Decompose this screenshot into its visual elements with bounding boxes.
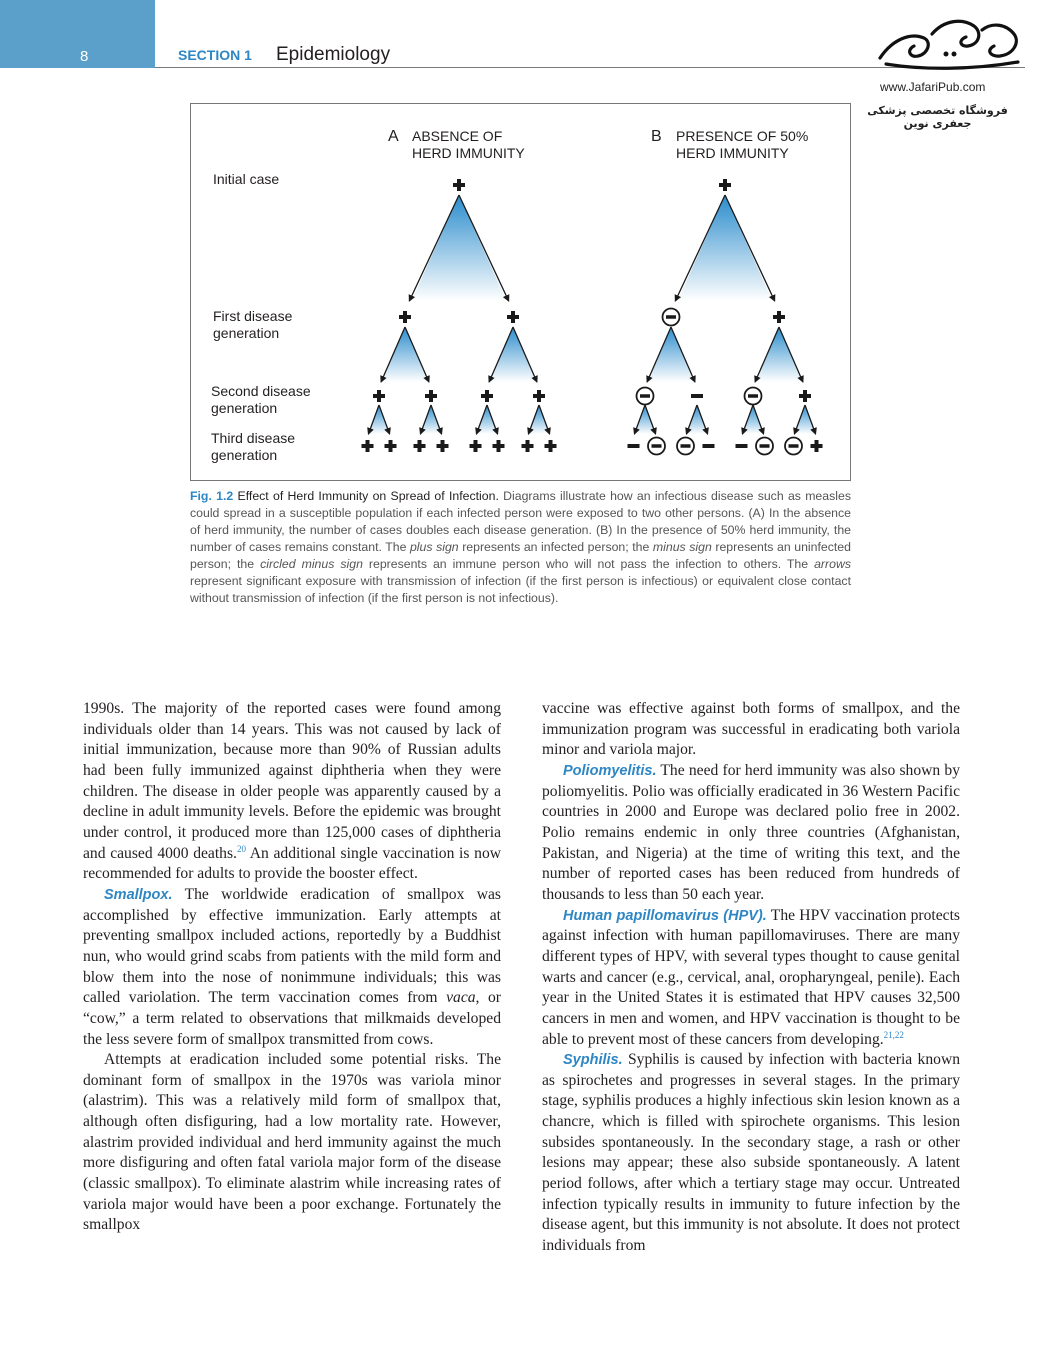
run-in-heading: Smallpox.: [104, 886, 173, 903]
plus-sign: [481, 390, 493, 402]
paragraph-text: The worldwide eradication of smallpox was accomplished by effective immunization. Early attempts at preventing smallpox included actions, reportedly by a Buddhist nun, who would grind scabs from patients with the mild form and blow them into the nose of nonimmune individuals; this was called variolation. The term vaccination comes from: [83, 885, 501, 1007]
plus-sign: [533, 390, 545, 402]
caption-text: Diagrams illustrate how an infectious disease such as measles could spread in a susceptible population if each infected person were exposed to two other persons. (A) In the absence of herd immunity, the number of cases doubles each disease generation. (B) In the presence of 50% herd immunity, the number of cases remains constant. The: [190, 489, 851, 554]
plus-sign: [719, 179, 731, 191]
paragraph-text: or “cow,” a term related to observations that milkmaids developed the less severe form of smallpox transmitted from cows.: [83, 989, 501, 1048]
plus-sign: [425, 390, 437, 402]
plus-sign: [507, 311, 519, 323]
paragraph: [542, 906, 960, 1051]
plus-sign: [470, 440, 482, 452]
logo-calligraphy: [880, 21, 1018, 68]
panel-b-letter: B: [651, 128, 662, 145]
figure-title: Effect of Herd Immunity on Spread of Infection.: [237, 489, 499, 503]
figure-caption: [190, 488, 851, 607]
spread-triangle: [756, 327, 802, 382]
figure-number: Fig. 1.2: [190, 489, 234, 503]
run-in-heading: Syphilis.: [563, 1052, 623, 1069]
row-label-second-1: Second disease: [211, 383, 311, 399]
spread-triangle: [421, 405, 441, 434]
row-label-third-1: Third disease: [211, 430, 296, 446]
row-label-second-2: generation: [211, 400, 278, 416]
plus-sign: [811, 440, 823, 452]
spread-triangle: [529, 405, 549, 434]
plus-sign: [399, 311, 411, 323]
caption-emphasis: arrows: [814, 557, 851, 571]
figure-herd-immunity: [190, 103, 851, 481]
caption-emphasis: minus sign: [652, 540, 712, 554]
herd-immunity-diagram: [191, 104, 852, 482]
paragraph: [83, 699, 501, 885]
section-title: Epidemiology: [276, 44, 391, 65]
spread-triangle: [687, 405, 707, 434]
spread-triangle: [743, 405, 763, 434]
row-label-third-2: generation: [211, 447, 278, 463]
plus-sign: [773, 311, 785, 323]
section-label: SECTION 1: [178, 47, 252, 63]
plus-sign: [799, 390, 811, 402]
spread-triangle: [635, 405, 655, 434]
spread-triangle: [411, 195, 506, 301]
paragraph-text: Syphilis is caused by infection with bacteria known as spirochetes and progresses in several stages. In the primary stage, syphilis produces a highly infectious skin lesion known as a chancre, which is filled with spirochete organisms. This lesion subsides spontaneously. In the secondary stage, a rash or other lesions may appear; these also subside spontaneously. A latent period follows, after which a tertiary stage may occur. Untreated infection typically results in immunity to future infection by the disease agent, but this immunity is not absolute. It does not protect individuals from: [542, 1051, 960, 1255]
body-column-left: [83, 699, 501, 1236]
reference-superscript: 20: [236, 843, 246, 854]
row-label-initial: Initial case: [213, 171, 280, 187]
spread-triangle: [677, 195, 772, 301]
paragraph: [542, 761, 960, 906]
spread-triangle: [369, 405, 389, 434]
panel-a-title-1: ABSENCE OF: [412, 128, 503, 144]
paragraph: [542, 1050, 960, 1257]
page-number: 8: [80, 48, 89, 65]
paragraph-text: 1990s. The majority of the reported cases were found among individuals older than 14 years. This was not caused by lack of initial immunization, because more than 90% of Russian adults had been fully immunized against diphtheria when they were children. The disease in older people was apparently caused by a decline in adult immunity levels. Before the epidemic was brought under control, it produced more than 125,000 cases of diphtheria and caused 4000 deaths.: [83, 700, 501, 862]
spread-triangle: [477, 405, 497, 434]
plus-sign: [414, 440, 426, 452]
panel-b-title-2: HERD IMMUNITY: [676, 145, 789, 161]
row-label-first-1: First disease: [213, 308, 293, 324]
row-label-first-2: generation: [213, 325, 280, 341]
paragraph-text: An additional single vaccination is now recommended for adults to provide the booster effect.: [83, 844, 501, 883]
panel-a-letter: A: [388, 128, 399, 145]
plus-sign: [437, 440, 449, 452]
spread-triangle: [490, 327, 536, 382]
caption-text: represent significant exposure with transmission of infection (if the first person is infectious) or equivalent close contact without transmission of infection (if the first person is not infectious).: [190, 574, 851, 605]
paragraph: vaccine was effective against both forms of smallpox, and the immunization program was successful in eradicating both variola minor and variola major.: [542, 700, 960, 759]
body-column-right: [542, 699, 960, 1257]
logo-url: www.JafariPub.com: [880, 80, 986, 94]
run-in-heading: Human papillomavirus (HPV).: [563, 907, 767, 924]
plus-sign: [453, 179, 465, 191]
page-tab: [0, 0, 155, 68]
caption-text: represents an immune person who will not pass the infection to others. The: [362, 557, 815, 571]
spread-triangle: [795, 405, 815, 434]
paragraph: [83, 885, 501, 1050]
plus-sign: [385, 440, 397, 452]
caption-emphasis: circled minus sign: [260, 557, 363, 571]
plus-sign: [522, 440, 534, 452]
paragraph-text: The need for herd immunity was also shown by poliomyelitis. Polio was officially eradicated in 36 Western Pacific countries in 2000 and Europe was declared polio free in 2002. Polio remains endemic in only three countries (Afghanistan, Pakistan, and Nigeria) at the time of writing this text, and the number of reported cases has been reduced from hundreds of thousands to less than 50 each year.: [542, 761, 960, 903]
panel-a-title-2: HERD IMMUNITY: [412, 145, 525, 161]
paragraph-text: The HPV vaccination protects against infection with human papillomaviruses. There are many different types of HPV, with several types thought to cause genital warts and cancer (e.g., cervical, anal, oropharyngeal, penile). Each year in the United States it is estimated that HPV causes 32,500 cancers in men and women, and HPV vaccination is thought to be able to prevent most of these cancers from developing.: [542, 906, 960, 1048]
caption-emphasis: plus sign: [409, 540, 459, 554]
plus-sign: [373, 390, 385, 402]
reference-superscript: 21,22: [883, 1029, 904, 1040]
caption-text: represents an uninfected person; the: [190, 540, 851, 571]
panel-b-title-1: PRESENCE OF 50%: [676, 128, 809, 144]
plus-sign: [362, 440, 374, 452]
run-in-heading: Poliomyelitis.: [563, 762, 657, 779]
spread-triangle: [648, 327, 694, 382]
plus-sign: [545, 440, 557, 452]
spread-triangle: [382, 327, 428, 382]
emphasis: vaca,: [446, 989, 480, 1007]
caption-text: represents an infected person; the: [458, 540, 653, 554]
logo-tagline: فروشگاه تخصصی پزشکی جعفری نوین: [867, 104, 1008, 130]
paragraph: Attempts at eradication included some potential risks. The dominant form of smallpox in the 1970s was variola minor (alastrim). This was a relatively mild form of smallpox that, although often disfiguring, had a low mortality rate. However, alastrim provided individual and herd immunity against the much more disfiguring and often fatal variola major form of the disease (classic smallpox). To eliminate alastrim while increasing rates of variola major would have been a poor exchange. Fortunately the smallpox: [83, 1051, 501, 1234]
plus-sign: [493, 440, 505, 452]
